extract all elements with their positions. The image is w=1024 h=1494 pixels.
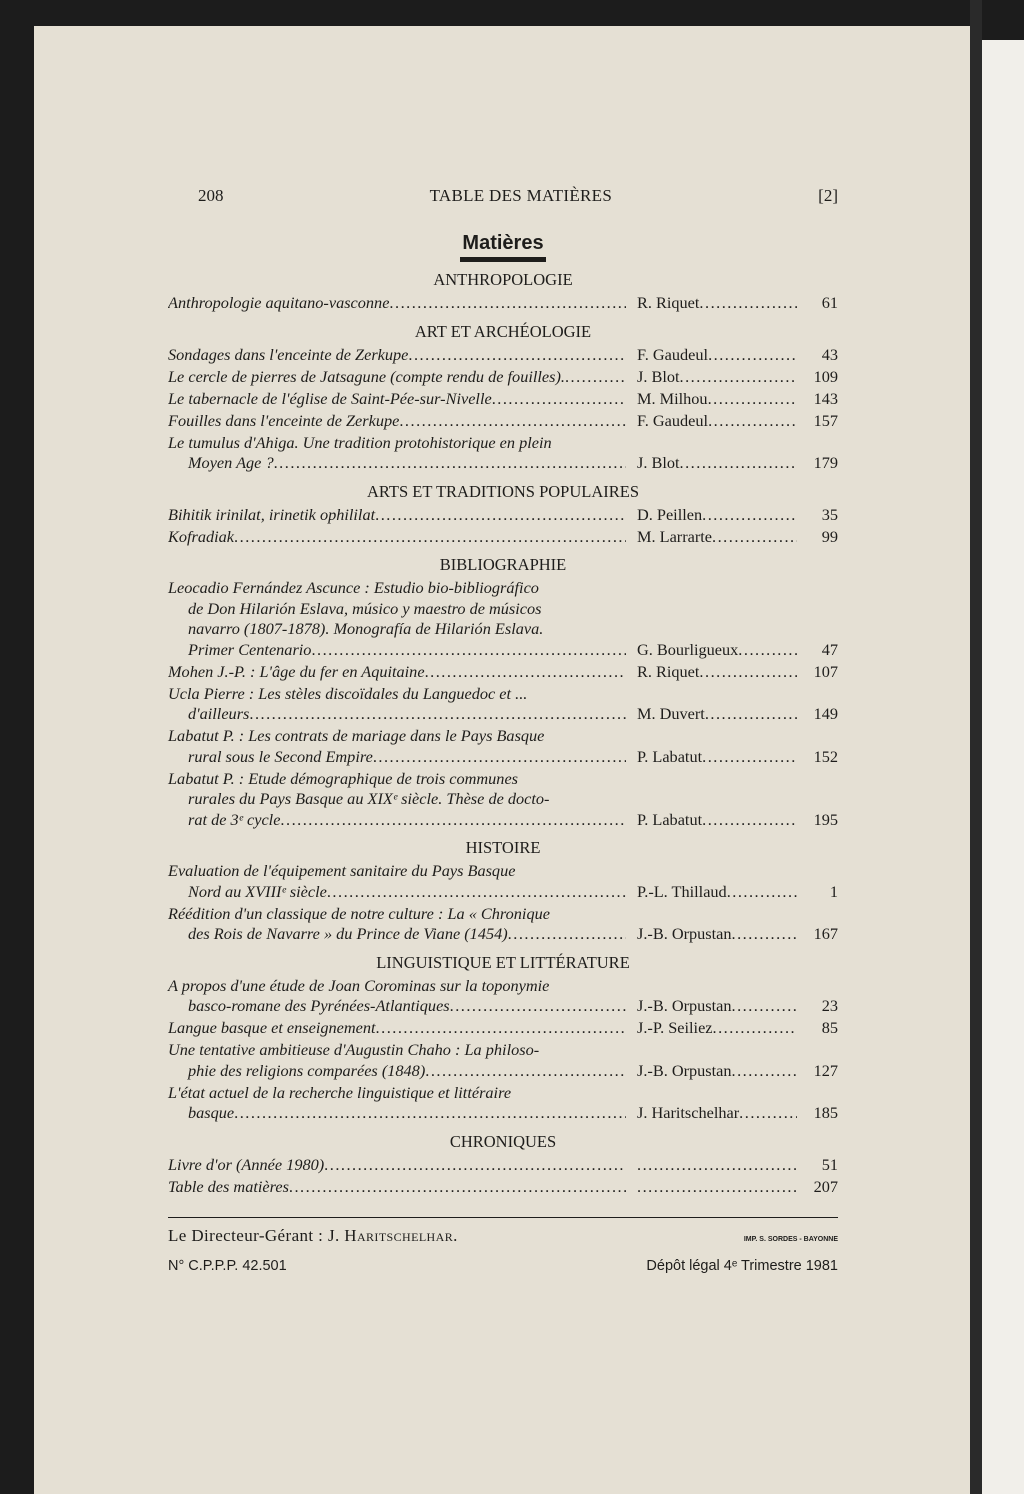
footer-line-1 bbox=[168, 1226, 838, 1246]
title-line bbox=[168, 662, 626, 683]
author-name: G. Bourligueux bbox=[637, 639, 739, 659]
entry-page: 143 bbox=[813, 388, 838, 408]
leader-dots bbox=[732, 996, 797, 1017]
section-heading: ARTS ET TRADITIONS POPULAIRES bbox=[366, 481, 640, 501]
toc-entry bbox=[168, 1040, 838, 1081]
leader-dots bbox=[708, 411, 797, 432]
entry-title bbox=[168, 433, 626, 474]
table-of-contents bbox=[168, 186, 838, 1274]
title-text: Sondages dans l'enceinte de Zerkupe bbox=[168, 344, 409, 364]
entry-page: 179 bbox=[813, 453, 838, 472]
leader-dots bbox=[373, 747, 626, 768]
leader-dots bbox=[713, 1018, 797, 1039]
title-line bbox=[168, 293, 626, 314]
toc-entry bbox=[168, 769, 838, 831]
title-line bbox=[168, 684, 626, 705]
author-name: P.-L. Thillaud bbox=[637, 881, 727, 901]
entry-page: 23 bbox=[821, 996, 838, 1015]
leader-dots bbox=[274, 453, 626, 474]
toc-entry bbox=[168, 1018, 838, 1039]
title-text: Nord au XVIIIᵉ siècle bbox=[188, 881, 327, 901]
entry-page: 167 bbox=[813, 924, 838, 943]
entry-author bbox=[637, 411, 797, 432]
title-text: Ucla Pierre : Les stèles discoïdales du Languedoc et ... bbox=[168, 683, 528, 703]
next-page-edge bbox=[982, 40, 1024, 1494]
toc-entry bbox=[168, 1083, 838, 1124]
entry-title bbox=[168, 1040, 626, 1081]
entry-title bbox=[168, 1155, 626, 1176]
entry-page: 152 bbox=[813, 746, 838, 766]
leader-dots bbox=[492, 389, 626, 410]
author-name: R. Riquet bbox=[637, 293, 700, 312]
toc-entry bbox=[168, 367, 838, 388]
leader-dots bbox=[376, 1018, 626, 1039]
title-text: Labatut P. : Etude démographique de trois communes bbox=[168, 768, 519, 788]
section-heading: LINGUISTIQUE ET LITTÉRATURE bbox=[376, 952, 630, 972]
title-text: Evaluation de l'équipement sanitaire du Pays Basque bbox=[168, 861, 516, 880]
title-line bbox=[168, 769, 626, 790]
entry-page: 157 bbox=[813, 410, 838, 430]
title-text: Anthropologie aquitano-vasconne bbox=[168, 293, 390, 312]
toc-entry bbox=[168, 684, 838, 725]
toc-entry bbox=[168, 726, 838, 767]
leader-dots bbox=[234, 527, 626, 548]
title-line bbox=[168, 505, 626, 526]
leader-dots bbox=[702, 505, 797, 526]
entry-title bbox=[168, 976, 626, 1017]
author-name: F. Gaudeul bbox=[637, 410, 709, 430]
entry-author bbox=[637, 389, 797, 410]
toc-entry bbox=[168, 578, 838, 660]
sections bbox=[168, 266, 838, 1197]
title-text: d'ailleurs bbox=[188, 704, 250, 723]
leader-dots bbox=[708, 389, 797, 410]
entry-title bbox=[168, 684, 626, 725]
leader-dots bbox=[637, 1155, 797, 1176]
entry-page: 99 bbox=[821, 526, 838, 546]
title-line bbox=[168, 1061, 626, 1082]
leader-dots bbox=[375, 505, 626, 526]
leader-dots bbox=[727, 882, 797, 903]
entry-author bbox=[637, 345, 797, 366]
leader-dots bbox=[680, 367, 797, 388]
title-line bbox=[168, 345, 626, 366]
author-name: M. Milhou bbox=[637, 388, 708, 408]
leader-dots bbox=[234, 1103, 626, 1124]
page-title: Matières bbox=[168, 232, 838, 262]
leader-dots bbox=[680, 453, 797, 474]
running-title: TABLE DES MATIÈRES bbox=[429, 186, 613, 205]
entry-author bbox=[637, 704, 797, 725]
entry-author bbox=[637, 1061, 797, 1082]
section-heading: ART ET ARCHÉOLOGIE bbox=[414, 321, 592, 341]
toc-entry bbox=[168, 662, 838, 683]
entry-author bbox=[637, 662, 797, 683]
title-text: A propos d'une étude de Joan Corominas sur la toponymie bbox=[168, 975, 550, 995]
section-heading: ANTHROPOLOGIE bbox=[433, 270, 573, 289]
leader-dots bbox=[508, 924, 626, 945]
title-text: Labatut P. : Les contrats de mariage dans le Pays Basque bbox=[168, 726, 545, 745]
leader-dots bbox=[399, 411, 626, 432]
title-text: navarro (1807-1878). Monografía de Hilarión Eslava. bbox=[188, 619, 544, 638]
title-line bbox=[168, 704, 626, 725]
title-text: basque bbox=[188, 1103, 235, 1122]
leader-dots bbox=[450, 996, 626, 1017]
title-line bbox=[168, 1040, 626, 1061]
leader-dots bbox=[389, 293, 626, 314]
leader-dots bbox=[699, 662, 797, 683]
divider bbox=[168, 1217, 838, 1218]
entry-page: 195 bbox=[813, 809, 838, 829]
title-line bbox=[168, 578, 626, 599]
author-name: J.-B. Orpustan bbox=[637, 996, 732, 1015]
page-edge bbox=[970, 0, 982, 1494]
leader-dots bbox=[712, 527, 797, 548]
author-name: P. Labatut bbox=[637, 746, 703, 766]
leader-dots bbox=[289, 1177, 626, 1198]
title-text: basco-romane des Pyrénées-Atlantiques bbox=[188, 996, 450, 1015]
toc-entry bbox=[168, 976, 838, 1017]
author-name: R. Riquet bbox=[637, 661, 700, 681]
title-line bbox=[168, 411, 626, 432]
title-text: rurales du Pays Basque au XIXᵉ siècle. Thèse de docto- bbox=[188, 789, 550, 808]
entry-author bbox=[637, 924, 797, 945]
leader-dots bbox=[324, 1155, 626, 1176]
title-text: Primer Centenario bbox=[188, 639, 312, 659]
leader-dots bbox=[739, 1103, 797, 1124]
director: Le Directeur-Gérant : J. Haritschelhar. bbox=[168, 1226, 458, 1245]
entry-page: 207 bbox=[813, 1176, 838, 1196]
footer-line-2 bbox=[168, 1258, 838, 1274]
title-text: Bihitik irinilat, irinetik ophililat bbox=[168, 504, 376, 524]
entry-title bbox=[168, 726, 626, 767]
entry-title bbox=[168, 1018, 626, 1039]
title-line bbox=[168, 904, 626, 925]
leader-dots bbox=[565, 367, 626, 388]
entry-title bbox=[168, 861, 626, 902]
author-name: J. Haritschelhar bbox=[637, 1103, 740, 1122]
title-line bbox=[168, 810, 626, 831]
toc-entry bbox=[168, 1177, 838, 1198]
title-line bbox=[168, 747, 626, 768]
title-line bbox=[168, 861, 626, 882]
title-line bbox=[168, 640, 626, 661]
title-line bbox=[168, 1155, 626, 1176]
title-text: Fouilles dans l'enceinte de Zerkupe bbox=[168, 410, 400, 430]
entry-page: 61 bbox=[821, 293, 838, 312]
title-text: Langue basque et enseignement bbox=[168, 1018, 376, 1037]
entry-page: 1 bbox=[829, 881, 838, 901]
title-line bbox=[168, 996, 626, 1017]
entry-page: 85 bbox=[821, 1018, 838, 1037]
toc-entry bbox=[168, 505, 838, 526]
entry-page: 107 bbox=[813, 661, 838, 681]
author-name: F. Gaudeul bbox=[637, 344, 709, 364]
entry-page: 109 bbox=[813, 366, 838, 386]
entry-page: 35 bbox=[821, 504, 838, 524]
entry-page: 127 bbox=[813, 1060, 838, 1080]
toc-entry bbox=[168, 293, 838, 314]
entry-title bbox=[168, 411, 626, 432]
toc-entry bbox=[168, 861, 838, 902]
entry-author bbox=[637, 1155, 797, 1176]
leader-dots bbox=[699, 293, 797, 314]
section-heading: CHRONIQUES bbox=[449, 1131, 557, 1151]
leader-dots bbox=[708, 345, 797, 366]
title-line bbox=[168, 789, 626, 810]
entry-title bbox=[168, 505, 626, 526]
title-text: des Rois de Navarre » du Prince de Viane (1454) bbox=[188, 924, 508, 943]
title-line bbox=[168, 924, 626, 945]
printer: IMP. S. SORDES - BAYONNE bbox=[743, 1236, 838, 1243]
title-text: Mohen J.-P. : L'âge du fer en Aquitaine bbox=[168, 661, 425, 681]
toc-entry bbox=[168, 1155, 838, 1176]
title-text: de Don Hilarión Eslava, músico y maestro de músicos bbox=[188, 598, 542, 618]
entry-author bbox=[637, 882, 797, 903]
author-name: M. Larrarte bbox=[637, 526, 713, 546]
leader-dots bbox=[311, 640, 626, 661]
leader-dots bbox=[738, 640, 797, 661]
title-text: Réédition d'un classique de notre culture : La « Chronique bbox=[168, 903, 550, 923]
title-text: Table des matières bbox=[168, 1176, 289, 1196]
title-line bbox=[168, 367, 626, 388]
toc-entry bbox=[168, 389, 838, 410]
leader-dots bbox=[732, 1061, 797, 1082]
toc-entry bbox=[168, 433, 838, 474]
entry-title bbox=[168, 367, 626, 388]
toc-entry bbox=[168, 904, 838, 945]
title-text: Le cercle de pierres de Jatsagune (compte rendu de fouilles). bbox=[168, 366, 565, 386]
entry-author bbox=[637, 810, 797, 831]
author-name: J. Blot bbox=[637, 366, 680, 386]
entry-title bbox=[168, 769, 626, 831]
title-line bbox=[168, 389, 626, 410]
entry-author bbox=[637, 640, 797, 661]
page-number: 208 bbox=[198, 186, 224, 205]
leader-dots bbox=[425, 662, 626, 683]
title-text: Le tumulus d'Ahiga. Une tradition protohistorique en plein bbox=[168, 432, 552, 452]
entry-title bbox=[168, 1177, 626, 1198]
leader-dots bbox=[425, 1061, 626, 1082]
entry-author bbox=[637, 996, 797, 1017]
leader-dots bbox=[249, 704, 626, 725]
entry-page: 149 bbox=[813, 704, 838, 723]
title-text: Kofradiak bbox=[168, 526, 235, 546]
title-text: Leocadio Fernández Ascunce : Estudio bio-bibliográfico bbox=[168, 578, 539, 597]
author-name: J. Blot bbox=[637, 453, 680, 472]
issue-number: [2] bbox=[818, 186, 838, 205]
title-line bbox=[168, 976, 626, 997]
entry-title bbox=[168, 293, 626, 314]
entry-author bbox=[637, 747, 797, 768]
title-line bbox=[168, 1083, 626, 1104]
section-heading: HISTOIRE bbox=[465, 838, 541, 857]
title-text: Une tentative ambitieuse d'Augustin Chaho : La philoso- bbox=[168, 1040, 540, 1059]
entry-page: 47 bbox=[821, 639, 838, 659]
author-name: D. Peillen bbox=[637, 504, 703, 524]
entry-title bbox=[168, 904, 626, 945]
title-text: Livre d'or (Année 1980) bbox=[168, 1154, 325, 1174]
title-text: rural sous le Second Empire bbox=[188, 746, 373, 766]
title-line bbox=[168, 726, 626, 747]
entry-page: 43 bbox=[821, 344, 838, 364]
leader-dots bbox=[702, 810, 797, 831]
title-text: Moyen Age ? bbox=[188, 453, 274, 472]
author-name: J.-B. Orpustan bbox=[637, 924, 732, 943]
title-line bbox=[168, 619, 626, 640]
title-text: phie des religions comparées (1848) bbox=[188, 1060, 426, 1080]
author-name: M. Duvert bbox=[637, 704, 705, 723]
entry-page: 185 bbox=[813, 1103, 838, 1122]
toc-entry bbox=[168, 411, 838, 432]
entry-author bbox=[637, 505, 797, 526]
entry-author bbox=[637, 1177, 797, 1198]
entry-author bbox=[637, 1103, 797, 1124]
title-line bbox=[168, 453, 626, 474]
toc-entry bbox=[168, 527, 838, 548]
leader-dots bbox=[705, 704, 797, 725]
entry-author bbox=[637, 367, 797, 388]
author-name: P. Labatut bbox=[637, 809, 703, 829]
title-line bbox=[168, 599, 626, 620]
title-line bbox=[168, 433, 626, 454]
toc-entry bbox=[168, 345, 838, 366]
title-line bbox=[168, 527, 626, 548]
leader-dots bbox=[637, 1177, 797, 1198]
legal-deposit: Dépôt légal 4ᵉ Trimestre 1981 bbox=[646, 1258, 838, 1274]
entry-title bbox=[168, 578, 626, 660]
entry-title bbox=[168, 345, 626, 366]
entry-title bbox=[168, 1083, 626, 1124]
entry-title bbox=[168, 389, 626, 410]
title-line bbox=[168, 882, 626, 903]
entry-author bbox=[637, 293, 797, 314]
entry-author bbox=[637, 1018, 797, 1039]
section-heading: BIBLIOGRAPHIE bbox=[439, 555, 567, 574]
leader-dots bbox=[408, 345, 626, 366]
cppp-number: N° C.P.P.P. 42.501 bbox=[168, 1258, 287, 1274]
entry-page: 51 bbox=[821, 1154, 838, 1174]
entry-author bbox=[637, 527, 797, 548]
title-text: Le tabernacle de l'église de Saint-Pée-sur-Nivelle bbox=[168, 388, 492, 408]
leader-dots bbox=[280, 810, 626, 831]
leader-dots bbox=[732, 924, 797, 945]
title-line bbox=[168, 1177, 626, 1198]
title-line bbox=[168, 1018, 626, 1039]
entry-title bbox=[168, 527, 626, 548]
entry-title bbox=[168, 662, 626, 683]
author-name: J.-B. Orpustan bbox=[637, 1060, 732, 1080]
leader-dots bbox=[702, 747, 797, 768]
entry-author bbox=[637, 453, 797, 474]
author-name: J.-P. Seiliez bbox=[637, 1018, 713, 1037]
title-text: rat de 3ᵉ cycle bbox=[188, 809, 281, 829]
title-text: L'état actuel de la recherche linguistique et littéraire bbox=[168, 1082, 512, 1102]
running-header bbox=[168, 186, 838, 212]
leader-dots bbox=[327, 882, 626, 903]
title-line bbox=[168, 1103, 626, 1124]
